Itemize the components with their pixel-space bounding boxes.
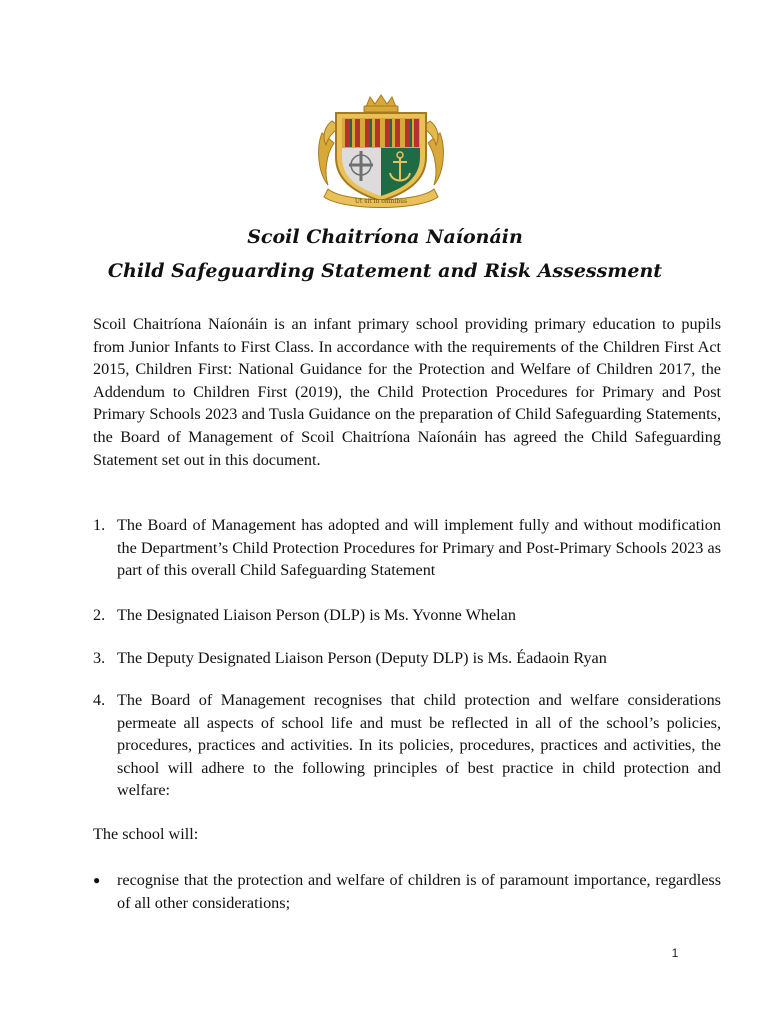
school-crest-logo: [314, 93, 448, 211]
list-item-text: The Board of Management recognises that child protection and welfare considerations permeate all aspects of school life and must be reflected in all of the school’s policies, procedures, practices and activities. In its policies, procedures, practices and activities, the school will adhere to the following principles of best practice in child protection and welfare:: [117, 691, 721, 800]
document-title: Child Safeguarding Statement and Risk Assessment: [107, 260, 663, 282]
list-item-text: The Deputy Designated Liaison Person (Deputy DLP) is Ms. Éadaoin Ryan: [117, 649, 607, 667]
crest-motto: Ut sit in omnibus: [354, 198, 408, 205]
list-item-number: 4.: [93, 691, 106, 709]
school-will-heading: The school will:: [93, 825, 199, 843]
list-item-text: The Designated Liaison Person (DLP) is Ms. Yvonne Whelan: [117, 606, 516, 624]
list-item: [93, 689, 721, 802]
bullet-item: [93, 869, 721, 914]
intro-paragraph: Scoil Chaitríona Naíonáin is an infant primary school providing primary education to pupils from Junior Infants to First Class. In accordance with the requirements of the Children First Act 2015, Children First: National Guidance for the Protection and Welfare of Children 2017, the Addendum to Children First (2019), the Child Protection Procedures for Primary and Post Primary Schools 2023 and Tusla Guidance on the preparation of Child Safeguarding Statements, the Board of Management of Scoil Chaitríona Naíonáin has agreed the Child Safeguarding Statement set out in this document.: [93, 315, 721, 469]
list-item-text: The Board of Management has adopted and will implement fully and without modification the Department’s Child Protection Procedures for Primary and Post-Primary Schools 2023 as part of this overall Child Safeguarding Statement: [117, 516, 721, 580]
bullet-icon: ●: [93, 873, 101, 887]
list-item-number: 3.: [93, 649, 106, 667]
list-item: [93, 604, 721, 627]
school-title: Scoil Chaitríona Naíonáin: [247, 226, 523, 248]
list-item-number: 2.: [93, 606, 106, 624]
page-number: 1: [671, 946, 679, 960]
bullet-text: recognise that the protection and welfare of children is of paramount importance, regardless of all other considerations;: [117, 871, 721, 912]
list-item: [93, 647, 721, 670]
list-item-number: 1.: [93, 516, 106, 534]
list-item: [93, 514, 721, 582]
